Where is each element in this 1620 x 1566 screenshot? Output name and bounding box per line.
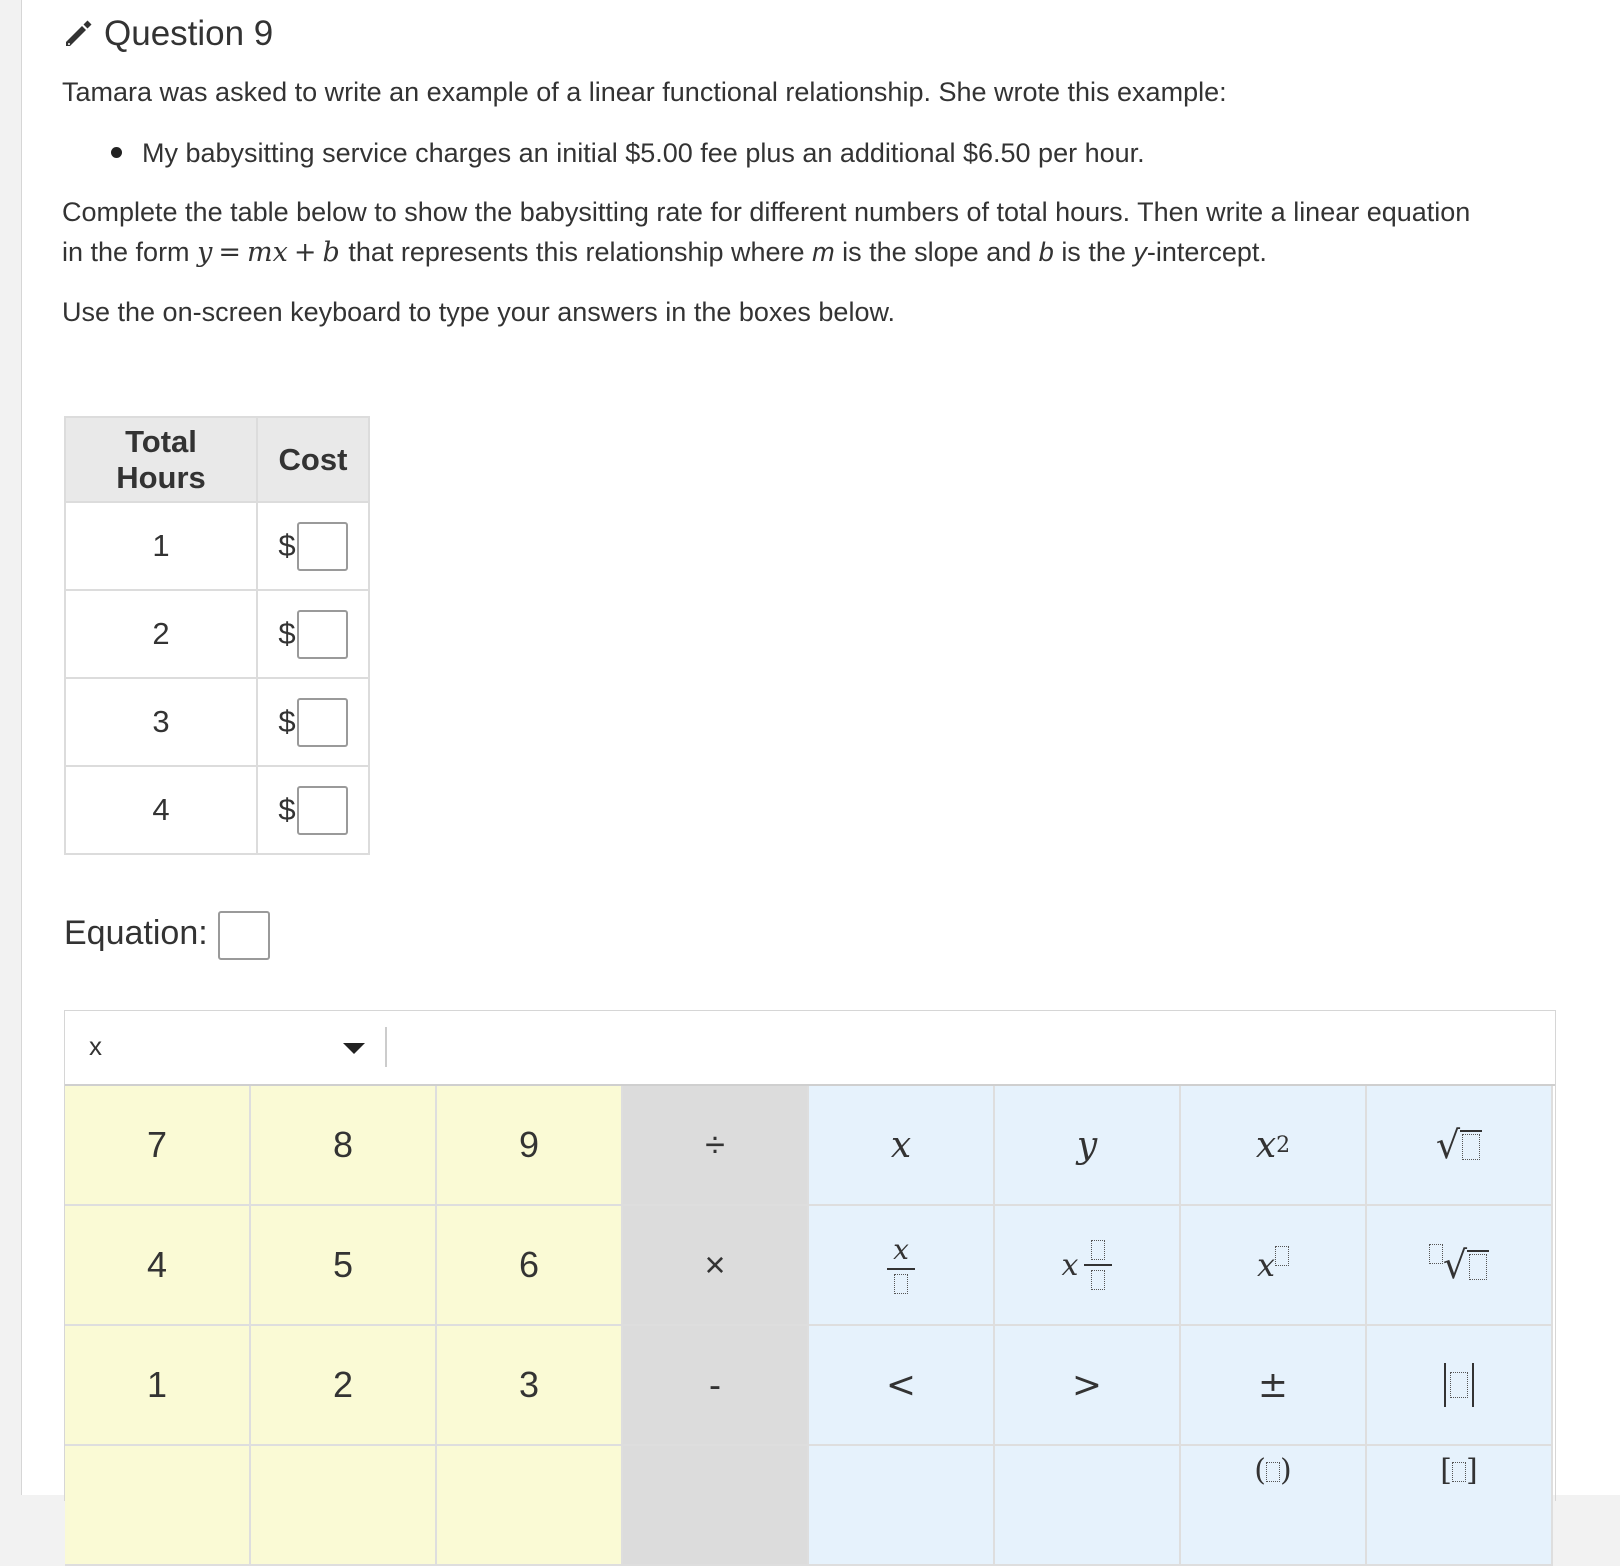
cost-cell — [257, 678, 369, 766]
key-brackets[interactable] — [1367, 1446, 1553, 1566]
key-row4-6[interactable] — [995, 1446, 1181, 1566]
key-parentheses[interactable] — [1181, 1446, 1367, 1566]
key-absolute-value[interactable] — [1367, 1326, 1553, 1446]
question-bullet: My babysitting service charges an initial $5.00 fee plus an additional $6.50 per hour. — [142, 138, 1145, 168]
mixed-fraction-icon — [1084, 1240, 1112, 1290]
key-row4-3[interactable] — [437, 1446, 623, 1566]
equation-label: Equation: — [64, 914, 208, 952]
key-3[interactable]: 3 — [437, 1326, 623, 1446]
cost-answer-box[interactable] — [297, 522, 348, 571]
key-greater-than[interactable]: > — [995, 1326, 1181, 1446]
key-4[interactable]: 4 — [65, 1206, 251, 1326]
math-b: b — [322, 237, 340, 268]
key-row4-2[interactable] — [251, 1446, 437, 1566]
key-plus-minus[interactable]: ± — [1181, 1326, 1367, 1446]
nth-root-icon: √ — [1443, 1243, 1489, 1287]
key-x-label: x — [890, 1124, 912, 1166]
hours-cell: 2 — [65, 590, 257, 678]
key-row4-4[interactable] — [623, 1446, 809, 1566]
key-x-squared[interactable] — [1181, 1086, 1367, 1206]
hours-cell: 4 — [65, 766, 257, 854]
key-row4-5[interactable] — [809, 1446, 995, 1566]
key-6[interactable]: 6 — [437, 1206, 623, 1326]
hours-cell: 1 — [65, 502, 257, 590]
keyboard-close-button[interactable]: x — [89, 1031, 102, 1061]
key-multiply[interactable]: × — [623, 1206, 809, 1326]
keypad-grid — [65, 1086, 1555, 1566]
y-var: y — [1133, 237, 1147, 267]
table-row — [65, 502, 369, 590]
chevron-down-icon[interactable] — [343, 1043, 365, 1054]
cost-cell — [257, 590, 369, 678]
table-row — [65, 678, 369, 766]
key-7[interactable]: 7 — [65, 1086, 251, 1206]
key-9[interactable]: 9 — [437, 1086, 623, 1206]
math-y: y — [197, 237, 213, 268]
hours-cell: 3 — [65, 678, 257, 766]
cost-answer-box[interactable] — [297, 786, 348, 835]
column-header-hours: Total Hours — [65, 417, 257, 502]
equation-form — [197, 237, 348, 268]
instructions-text: is the — [1061, 237, 1126, 267]
whole-x: x — [1061, 1247, 1079, 1283]
superscript-2: 2 — [1276, 1132, 1291, 1158]
key-mixed-fraction[interactable] — [995, 1206, 1181, 1326]
header-divider — [385, 1027, 387, 1067]
key-row4-1[interactable] — [65, 1446, 251, 1566]
key-2[interactable]: 2 — [251, 1326, 437, 1446]
dollar-sign: $ — [278, 792, 296, 827]
key-minus[interactable]: - — [623, 1326, 809, 1446]
instructions-text: in the form — [62, 237, 190, 267]
parentheses-icon: ( ) — [1254, 1452, 1292, 1488]
key-exponent[interactable] — [1181, 1206, 1367, 1326]
key-y-label: y — [1076, 1124, 1098, 1166]
cost-cell — [257, 766, 369, 854]
column-header-cost: Cost — [257, 417, 369, 502]
math-mx: mx — [246, 237, 288, 268]
key-1[interactable]: 1 — [65, 1326, 251, 1446]
table-row — [65, 590, 369, 678]
cost-cell — [257, 502, 369, 590]
key-x-label: x — [1255, 1124, 1277, 1166]
slope-var: m — [812, 237, 835, 267]
numerator-x: x — [893, 1233, 909, 1266]
math-equals: = — [218, 237, 241, 268]
pencil-icon — [62, 18, 94, 50]
table-row — [65, 766, 369, 854]
math-keyboard — [64, 1010, 1556, 1501]
square-root-icon: √ — [1436, 1123, 1482, 1167]
brackets-icon: [ ] — [1440, 1452, 1478, 1488]
question-title: Question 9 — [104, 14, 274, 53]
fraction-icon — [887, 1233, 915, 1294]
instructions-text: is the slope and — [842, 237, 1032, 267]
keyboard-header — [65, 1011, 1555, 1086]
key-y[interactable] — [995, 1086, 1181, 1206]
bullet-dot — [111, 147, 122, 158]
dollar-sign: $ — [278, 528, 296, 563]
question-intro: Tamara was asked to write an example of a linear functional relationship. She wrote this example: — [62, 77, 1227, 107]
absolute-value-icon — [1444, 1363, 1474, 1407]
cost-answer-box[interactable] — [297, 610, 348, 659]
base-x: x — [1256, 1246, 1276, 1284]
key-fraction[interactable] — [809, 1206, 995, 1326]
key-divide[interactable]: ÷ — [623, 1086, 809, 1206]
key-5[interactable]: 5 — [251, 1206, 437, 1326]
intercept-var: b — [1038, 237, 1054, 267]
key-less-than[interactable]: < — [809, 1326, 995, 1446]
key-nth-root[interactable] — [1367, 1206, 1553, 1326]
dollar-sign: $ — [278, 704, 296, 739]
key-8[interactable]: 8 — [251, 1086, 437, 1206]
key-x[interactable] — [809, 1086, 995, 1206]
cost-table — [64, 416, 370, 855]
question-header — [62, 14, 273, 54]
index-placeholder-icon — [1429, 1244, 1443, 1264]
instructions-line-1: Complete the table below to show the babysitting rate for different numbers of total hours. Then write a linear equation — [62, 197, 1471, 227]
instructions-text: -intercept. — [1146, 237, 1267, 267]
exponent-placeholder-icon — [1275, 1246, 1289, 1266]
key-square-root[interactable] — [1367, 1086, 1553, 1206]
keyboard-note: Use the on-screen keyboard to type your answers in the boxes below. — [62, 297, 895, 327]
math-plus: + — [293, 237, 317, 268]
equation-answer-box[interactable] — [218, 911, 270, 960]
cost-answer-box[interactable] — [297, 698, 348, 747]
instructions-text: that represents this relationship where — [348, 237, 805, 267]
dollar-sign: $ — [278, 616, 296, 651]
instructions-line-2 — [62, 232, 1267, 273]
